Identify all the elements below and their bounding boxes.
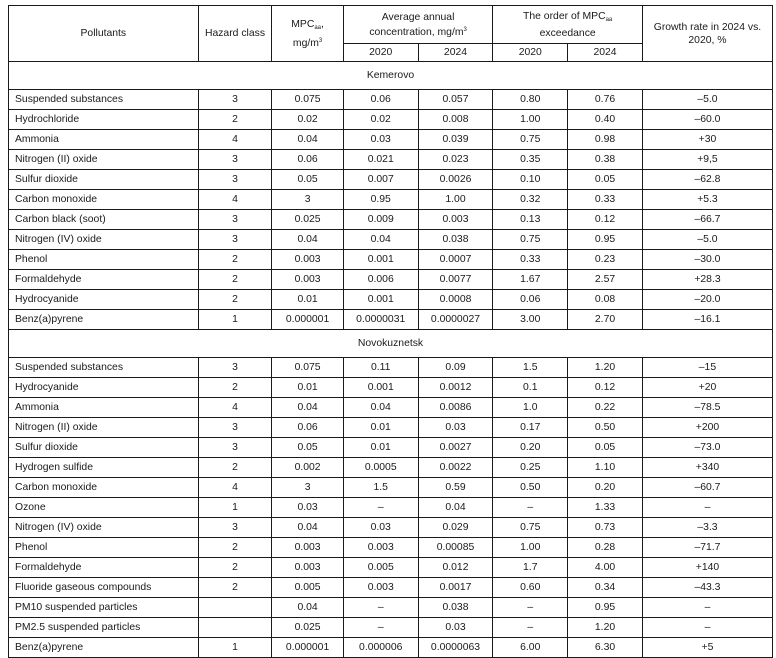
- hazard-class: 3: [198, 438, 272, 458]
- conc-2024: 0.0022: [418, 458, 493, 478]
- conc-2024: 0.039: [418, 130, 493, 150]
- header-growth-rate: Growth rate in 2024 vs. 2020, %: [642, 6, 772, 62]
- growth-rate: +340: [642, 458, 772, 478]
- table-row: [9, 90, 773, 110]
- mpc-value: 0.075: [272, 358, 344, 378]
- table-row: [9, 270, 773, 290]
- hazard-class: 2: [198, 538, 272, 558]
- exceedance-2020: –: [493, 618, 568, 638]
- pollutant-name: Hydrocyanide: [9, 378, 199, 398]
- conc-2020: 0.006: [343, 270, 418, 290]
- hazard-class: 3: [198, 90, 272, 110]
- pollutant-name: Carbon black (soot): [9, 210, 199, 230]
- pollutant-name: Suspended substances: [9, 90, 199, 110]
- exceedance-2024: 0.05: [568, 438, 643, 458]
- exceedance-2024: 0.22: [568, 398, 643, 418]
- hazard-class: 1: [198, 310, 272, 330]
- exceedance-2024: 6.30: [568, 638, 643, 658]
- header-mpc: [272, 6, 344, 62]
- city-name: Kemerovo: [9, 62, 773, 90]
- conc-2020: 0.001: [343, 378, 418, 398]
- hazard-class: 3: [198, 210, 272, 230]
- pollutant-name: Nitrogen (IV) oxide: [9, 518, 199, 538]
- mpc-value: 0.003: [272, 270, 344, 290]
- header-exc-2024: 2024: [568, 44, 643, 62]
- mpc-value: 0.05: [272, 170, 344, 190]
- conc-2020: 0.0000031: [343, 310, 418, 330]
- table-row: [9, 150, 773, 170]
- growth-rate: –62.8: [642, 170, 772, 190]
- conc-2024: 0.59: [418, 478, 493, 498]
- exceedance-2024: 0.34: [568, 578, 643, 598]
- exceedance-2024: 0.98: [568, 130, 643, 150]
- exceedance-2020: 1.67: [493, 270, 568, 290]
- hazard-class: 3: [198, 418, 272, 438]
- hazard-class: 3: [198, 358, 272, 378]
- table-row: [9, 438, 773, 458]
- pollutant-name: PM2.5 suspended particles: [9, 618, 199, 638]
- conc-2024: 0.0086: [418, 398, 493, 418]
- pollutant-name: Hydrocyanide: [9, 290, 199, 310]
- growth-rate: –5.0: [642, 90, 772, 110]
- table-row: [9, 518, 773, 538]
- conc-2020: 0.02: [343, 110, 418, 130]
- exceedance-2020: 0.60: [493, 578, 568, 598]
- conc-2020: 0.03: [343, 130, 418, 150]
- pollutant-name: Sulfur dioxide: [9, 170, 199, 190]
- conc-2024: 0.008: [418, 110, 493, 130]
- mpc-value: 0.01: [272, 378, 344, 398]
- conc-2024: 0.0026: [418, 170, 493, 190]
- exceedance-2020: 0.25: [493, 458, 568, 478]
- table-row: [9, 538, 773, 558]
- exceedance-2024: 0.38: [568, 150, 643, 170]
- hazard-class: 4: [198, 190, 272, 210]
- growth-rate: –60.7: [642, 478, 772, 498]
- hazard-class: 2: [198, 458, 272, 478]
- exceedance-2020: 6.00: [493, 638, 568, 658]
- exceedance-2024: 0.08: [568, 290, 643, 310]
- header-conc-2024: 2024: [418, 44, 493, 62]
- growth-rate: –20.0: [642, 290, 772, 310]
- mpc-value: 0.04: [272, 518, 344, 538]
- exceedance-2024: 4.00: [568, 558, 643, 578]
- growth-rate: –78.5: [642, 398, 772, 418]
- mpc-unit: , mg/m: [292, 18, 324, 49]
- conc-2020: 0.001: [343, 250, 418, 270]
- pollutant-name: Formaldehyde: [9, 270, 199, 290]
- table-row: [9, 170, 773, 190]
- mpc-value: 0.000001: [272, 638, 344, 658]
- city-section-row: [9, 330, 773, 358]
- conc-2020: 0.01: [343, 418, 418, 438]
- exceedance-2024: 0.33: [568, 190, 643, 210]
- conc-2024: 0.0007: [418, 250, 493, 270]
- growth-rate: –30.0: [642, 250, 772, 270]
- conc-2024: 0.09: [418, 358, 493, 378]
- table-row: [9, 498, 773, 518]
- growth-rate: +5: [642, 638, 772, 658]
- mpc-value: 0.075: [272, 90, 344, 110]
- conc-2024: 0.038: [418, 230, 493, 250]
- conc-2020: 0.009: [343, 210, 418, 230]
- conc-2024: 0.003: [418, 210, 493, 230]
- hazard-class: 4: [198, 130, 272, 150]
- exceedance-2020: 1.7: [493, 558, 568, 578]
- table-row: [9, 458, 773, 478]
- exceedance-2020: 0.33: [493, 250, 568, 270]
- growth-rate: +5.3: [642, 190, 772, 210]
- table-row: [9, 638, 773, 658]
- hazard-class: 1: [198, 498, 272, 518]
- conc-2020: 1.5: [343, 478, 418, 498]
- hazard-class: 2: [198, 250, 272, 270]
- exceedance-2020: 3.00: [493, 310, 568, 330]
- conc-2020: –: [343, 498, 418, 518]
- exceedance-2020: 0.80: [493, 90, 568, 110]
- conc-2024: 1.00: [418, 190, 493, 210]
- mpc-value: 0.005: [272, 578, 344, 598]
- pollutant-name: Phenol: [9, 538, 199, 558]
- mpc-value: 0.06: [272, 418, 344, 438]
- conc-2024: 0.038: [418, 598, 493, 618]
- conc-2024: 0.0017: [418, 578, 493, 598]
- pollutant-name: Nitrogen (IV) oxide: [9, 230, 199, 250]
- mpc-value: 0.01: [272, 290, 344, 310]
- exceedance-2024: 2.70: [568, 310, 643, 330]
- conc-2020: 0.000006: [343, 638, 418, 658]
- exceedance-2024: 0.20: [568, 478, 643, 498]
- avg-conc-sup: 3: [463, 26, 467, 33]
- exceedance-2020: 1.0: [493, 398, 568, 418]
- conc-2024: 0.00085: [418, 538, 493, 558]
- conc-2024: 0.012: [418, 558, 493, 578]
- exceedance-2020: 0.75: [493, 130, 568, 150]
- hazard-class: [198, 598, 272, 618]
- conc-2020: 0.003: [343, 538, 418, 558]
- table-row: [9, 190, 773, 210]
- hazard-class: 3: [198, 230, 272, 250]
- exceedance-2020: 0.1: [493, 378, 568, 398]
- conc-2020: –: [343, 618, 418, 638]
- hazard-class: 2: [198, 558, 272, 578]
- exceedance-2020: 0.20: [493, 438, 568, 458]
- conc-2020: 0.01: [343, 438, 418, 458]
- exceedance-2020: 0.75: [493, 230, 568, 250]
- mpc-value: 0.003: [272, 538, 344, 558]
- city-section-row: [9, 62, 773, 90]
- growth-rate: +200: [642, 418, 772, 438]
- growth-rate: –73.0: [642, 438, 772, 458]
- pollutant-name: Hydrochloride: [9, 110, 199, 130]
- mpc-value: 0.03: [272, 498, 344, 518]
- conc-2020: 0.04: [343, 230, 418, 250]
- conc-2020: 0.03: [343, 518, 418, 538]
- table-row: [9, 230, 773, 250]
- exceedance-2020: 1.00: [493, 538, 568, 558]
- mpc-value: 0.025: [272, 210, 344, 230]
- exceedance-2024: 0.40: [568, 110, 643, 130]
- growth-rate: –: [642, 618, 772, 638]
- hazard-class: 3: [198, 170, 272, 190]
- mpc-value: 0.003: [272, 250, 344, 270]
- exceedance-2024: 0.12: [568, 378, 643, 398]
- mpc-value: 0.025: [272, 618, 344, 638]
- hazard-class: 2: [198, 290, 272, 310]
- mpc-value: 0.04: [272, 230, 344, 250]
- mpc-value: 0.002: [272, 458, 344, 478]
- exceedance-2020: 0.06: [493, 290, 568, 310]
- conc-2024: 0.0000027: [418, 310, 493, 330]
- hazard-class: 2: [198, 270, 272, 290]
- table-row: [9, 290, 773, 310]
- mpc-value: 3: [272, 190, 344, 210]
- conc-2020: –: [343, 598, 418, 618]
- mpc-unit-sup: 3: [318, 37, 323, 44]
- pollutant-name: Benz(a)pyrene: [9, 638, 199, 658]
- hazard-class: [198, 618, 272, 638]
- exceedance-2024: 0.95: [568, 598, 643, 618]
- growth-rate: +28.3: [642, 270, 772, 290]
- conc-2024: 0.0008: [418, 290, 493, 310]
- exceedance-2024: 1.20: [568, 618, 643, 638]
- growth-rate: –43.3: [642, 578, 772, 598]
- exceedance-2020: –: [493, 598, 568, 618]
- mpc-subscript: aa: [314, 24, 322, 31]
- table-row: [9, 558, 773, 578]
- conc-2024: 0.03: [418, 418, 493, 438]
- growth-rate: –: [642, 598, 772, 618]
- pollutant-name: Carbon monoxide: [9, 190, 199, 210]
- mpc-value: 0.003: [272, 558, 344, 578]
- table-row: [9, 358, 773, 378]
- table-row: [9, 130, 773, 150]
- conc-2024: 0.0012: [418, 378, 493, 398]
- pollutant-name: PM10 suspended particles: [9, 598, 199, 618]
- growth-rate: –60.0: [642, 110, 772, 130]
- pollutant-name: Formaldehyde: [9, 558, 199, 578]
- exceedance-2024: 1.33: [568, 498, 643, 518]
- table-row: [9, 598, 773, 618]
- table-row: [9, 110, 773, 130]
- conc-2024: 0.0077: [418, 270, 493, 290]
- table-row: [9, 478, 773, 498]
- table-row: [9, 250, 773, 270]
- header-pollutants: Pollutants: [9, 6, 199, 62]
- conc-2024: 0.0027: [418, 438, 493, 458]
- pollutant-name: Fluoride gaseous compounds: [9, 578, 199, 598]
- hazard-class: 2: [198, 578, 272, 598]
- conc-2020: 0.06: [343, 90, 418, 110]
- mpc-value: 0.000001: [272, 310, 344, 330]
- hazard-class: 4: [198, 478, 272, 498]
- hazard-class: 3: [198, 518, 272, 538]
- conc-2020: 0.0005: [343, 458, 418, 478]
- conc-2020: 0.001: [343, 290, 418, 310]
- conc-2024: 0.03: [418, 618, 493, 638]
- exceedance-2024: 0.73: [568, 518, 643, 538]
- conc-2020: 0.95: [343, 190, 418, 210]
- hazard-class: 3: [198, 150, 272, 170]
- table-row: [9, 310, 773, 330]
- exceedance-2024: 0.50: [568, 418, 643, 438]
- exceedance-2024: 0.76: [568, 90, 643, 110]
- exceedance-2024: 0.12: [568, 210, 643, 230]
- mpc-value: 0.04: [272, 398, 344, 418]
- exceedance-2020: 1.5: [493, 358, 568, 378]
- table-row: [9, 210, 773, 230]
- hazard-class: 2: [198, 378, 272, 398]
- conc-2020: 0.003: [343, 578, 418, 598]
- growth-rate: –3.3: [642, 518, 772, 538]
- table-row: [9, 618, 773, 638]
- header-exc-2020: 2020: [493, 44, 568, 62]
- exceedance-2024: 0.28: [568, 538, 643, 558]
- conc-2024: 0.023: [418, 150, 493, 170]
- exceedance-2020: 0.50: [493, 478, 568, 498]
- order-subscript: aa: [605, 16, 613, 23]
- pollutant-name: Suspended substances: [9, 358, 199, 378]
- avg-conc-label: Average annual concentration, mg/m: [369, 11, 464, 38]
- mpc-value: 0.05: [272, 438, 344, 458]
- exceedance-2024: 1.20: [568, 358, 643, 378]
- pollutant-name: Ammonia: [9, 398, 199, 418]
- header-avg-concentration: [343, 6, 493, 44]
- exceedance-2020: 1.00: [493, 110, 568, 130]
- exceedance-2020: 0.32: [493, 190, 568, 210]
- growth-rate: –66.7: [642, 210, 772, 230]
- growth-rate: –5.0: [642, 230, 772, 250]
- growth-rate: –: [642, 498, 772, 518]
- exceedance-2024: 1.10: [568, 458, 643, 478]
- order-tail: exceedance: [539, 27, 596, 39]
- conc-2024: 0.029: [418, 518, 493, 538]
- city-name: Novokuznetsk: [9, 330, 773, 358]
- conc-2020: 0.007: [343, 170, 418, 190]
- exceedance-2020: 0.13: [493, 210, 568, 230]
- exceedance-2024: 0.23: [568, 250, 643, 270]
- table-body: [9, 62, 773, 658]
- conc-2020: 0.04: [343, 398, 418, 418]
- growth-rate: –15: [642, 358, 772, 378]
- exceedance-2024: 2.57: [568, 270, 643, 290]
- table-row: [9, 378, 773, 398]
- header-mpc-exceedance: [493, 6, 643, 44]
- table-row: [9, 398, 773, 418]
- pollutant-name: Sulfur dioxide: [9, 438, 199, 458]
- mpc-value: 0.04: [272, 130, 344, 150]
- conc-2020: 0.11: [343, 358, 418, 378]
- conc-2020: 0.005: [343, 558, 418, 578]
- mpc-label: MPC: [291, 18, 315, 30]
- exceedance-2020: 0.17: [493, 418, 568, 438]
- pollutant-name: Phenol: [9, 250, 199, 270]
- growth-rate: +140: [642, 558, 772, 578]
- hazard-class: 4: [198, 398, 272, 418]
- pollutant-name: Nitrogen (II) oxide: [9, 150, 199, 170]
- conc-2024: 0.057: [418, 90, 493, 110]
- pollutants-table: [8, 5, 773, 658]
- exceedance-2024: 0.95: [568, 230, 643, 250]
- growth-rate: –16.1: [642, 310, 772, 330]
- pollutant-name: Hydrogen sulfide: [9, 458, 199, 478]
- pollutant-name: Nitrogen (II) oxide: [9, 418, 199, 438]
- exceedance-2020: 0.75: [493, 518, 568, 538]
- mpc-value: 3: [272, 478, 344, 498]
- pollutant-name: Carbon monoxide: [9, 478, 199, 498]
- pollutant-name: Benz(a)pyrene: [9, 310, 199, 330]
- exceedance-2020: –: [493, 498, 568, 518]
- mpc-value: 0.04: [272, 598, 344, 618]
- growth-rate: –71.7: [642, 538, 772, 558]
- hazard-class: 2: [198, 110, 272, 130]
- table-row: [9, 578, 773, 598]
- conc-2020: 0.021: [343, 150, 418, 170]
- header-hazard-class: Hazard class: [198, 6, 272, 62]
- mpc-value: 0.02: [272, 110, 344, 130]
- growth-rate: +9,5: [642, 150, 772, 170]
- growth-rate: +20: [642, 378, 772, 398]
- pollutant-name: Ammonia: [9, 130, 199, 150]
- exceedance-2024: 0.05: [568, 170, 643, 190]
- order-label: The order of MPC: [523, 10, 606, 22]
- header-conc-2020: 2020: [343, 44, 418, 62]
- conc-2024: 0.04: [418, 498, 493, 518]
- exceedance-2020: 0.35: [493, 150, 568, 170]
- exceedance-2020: 0.10: [493, 170, 568, 190]
- mpc-value: 0.06: [272, 150, 344, 170]
- table-row: [9, 418, 773, 438]
- pollutant-name: Ozone: [9, 498, 199, 518]
- hazard-class: 1: [198, 638, 272, 658]
- growth-rate: +30: [642, 130, 772, 150]
- header-row-1: [9, 6, 773, 44]
- conc-2024: 0.0000063: [418, 638, 493, 658]
